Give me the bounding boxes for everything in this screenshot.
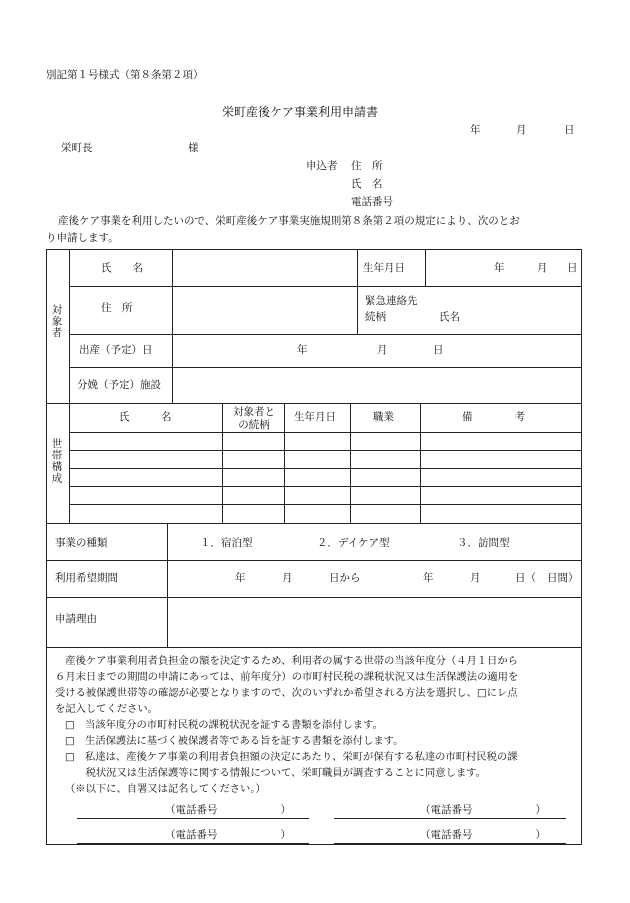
household-col-birthdate: 生年月日: [294, 411, 336, 423]
date-day: 日: [564, 124, 575, 136]
consent-line-1: 産後ケア事業利用者負担金の額を決定するため、利用者の属する世帯の当該年度分（４月１日から: [55, 655, 518, 667]
service-type-label: 事業の種類: [55, 537, 108, 549]
consent-option-welfare[interactable]: □ 生活保護法に基づく被保護者等である旨を証する書類を添付します。: [65, 735, 404, 747]
contact-name-label: 氏名: [439, 311, 460, 323]
signature-phone-4: （電話番号 ）: [420, 829, 546, 841]
birth-facility-field[interactable]: [173, 368, 579, 402]
period-days: 日間）: [547, 572, 579, 584]
form-title: 栄町産後ケア事業利用申請書: [222, 105, 379, 119]
date-year: 年: [470, 124, 481, 136]
reason-field[interactable]: [168, 598, 579, 646]
household-col-relation: 対象者と の続柄: [233, 406, 275, 431]
period-to-month: 月: [470, 572, 481, 584]
signature-line-1[interactable]: [77, 818, 309, 819]
consent-option-tax[interactable]: □ 当該年度分の市町村民税の課税状況を証する書類を添付します。: [65, 719, 383, 731]
intro-line-2: り申請します。: [46, 232, 119, 244]
applicant-name-label: 氏 名: [351, 178, 383, 190]
subject-section-label: 対象者: [50, 304, 63, 339]
subject-address-field[interactable]: [173, 287, 356, 333]
birthdate-label: 生年月日: [363, 262, 405, 274]
consent-line-4: を記入してください。: [55, 703, 158, 715]
signature-note: （※以下に、自署又は記名してください。）: [65, 783, 266, 795]
subject-address-label: 住 所: [101, 302, 133, 314]
household-col-occupation: 職業: [373, 411, 394, 423]
signature-phone-2: （電話番号 ）: [420, 804, 546, 816]
relation-label: 続柄: [365, 311, 386, 323]
signature-phone-1: （電話番号 ）: [165, 804, 291, 816]
applicant-address-label: 住 所: [351, 160, 383, 172]
consent-option-investigation[interactable]: □ 私達は、産後ケア事業の利用者負担額の決定にあたり、栄町が保有する私達の市町村民税の課: [65, 751, 518, 763]
period-from-month: 月: [282, 572, 293, 584]
due-date-label: 出産（予定）日: [79, 344, 153, 356]
due-day: 日: [433, 344, 444, 356]
consent-line-3: 受ける被保護世帯等の確認が必要となりますので、次のいずれか希望される方法を選択し、□にレ点: [55, 687, 518, 699]
consent-line-2: ６月末日までの期間の申請にあっては、前年度分）の市町村民税の課税状況又は生活保護法の適用を: [55, 671, 519, 683]
applicant-label: 申込者: [306, 160, 338, 172]
period-from-year: 年: [235, 572, 246, 584]
option-visit[interactable]: ３．訪問型: [457, 537, 510, 549]
form-id: 別記第１号様式（第８条第２項）: [46, 69, 204, 81]
period-label: 利用希望期間: [55, 572, 118, 584]
application-form-table: [46, 249, 582, 845]
reason-label: 申請理由: [55, 613, 97, 625]
household-section-label: 世帯構成: [50, 438, 63, 484]
signature-phone-3: （電話番号 ）: [165, 829, 291, 841]
birth-month: 月: [537, 262, 548, 274]
addressee: 栄町長: [61, 142, 93, 154]
option-daycare[interactable]: ２．デイケア型: [317, 537, 390, 549]
applicant-phone-label: 電話番号: [351, 196, 393, 208]
period-to-day: 日（: [515, 572, 536, 584]
period-from-day: 日から: [329, 572, 361, 584]
subject-name-label: 氏 名: [101, 262, 143, 274]
date-month: 月: [516, 124, 527, 136]
consent-option-investigation-cont: 税状況又は生活保護等に関する情報について、栄町職員が調査することに同意します。: [65, 767, 486, 779]
intro-line-1: 産後ケア事業を利用したいので、栄町産後ケア事業実施規則第８条第２項の規定により、次のとお: [58, 215, 520, 227]
signature-line-4[interactable]: [334, 843, 566, 844]
signature-line-3[interactable]: [77, 843, 309, 844]
household-col-name: 氏 名: [119, 411, 172, 423]
due-month: 月: [377, 344, 388, 356]
emergency-contact-label: 緊急連絡先: [365, 295, 418, 307]
subject-name-field[interactable]: [173, 251, 356, 285]
birth-year: 年: [494, 262, 505, 274]
honorific: 様: [188, 142, 199, 154]
period-to-year: 年: [423, 572, 434, 584]
signature-line-2[interactable]: [334, 818, 566, 819]
birth-facility-label: 分娩（予定）施設: [77, 379, 161, 391]
option-overnight[interactable]: １．宿泊型: [200, 537, 253, 549]
birth-day: 日: [567, 262, 578, 274]
due-year: 年: [297, 344, 308, 356]
household-col-remarks: 備 考: [462, 411, 525, 423]
